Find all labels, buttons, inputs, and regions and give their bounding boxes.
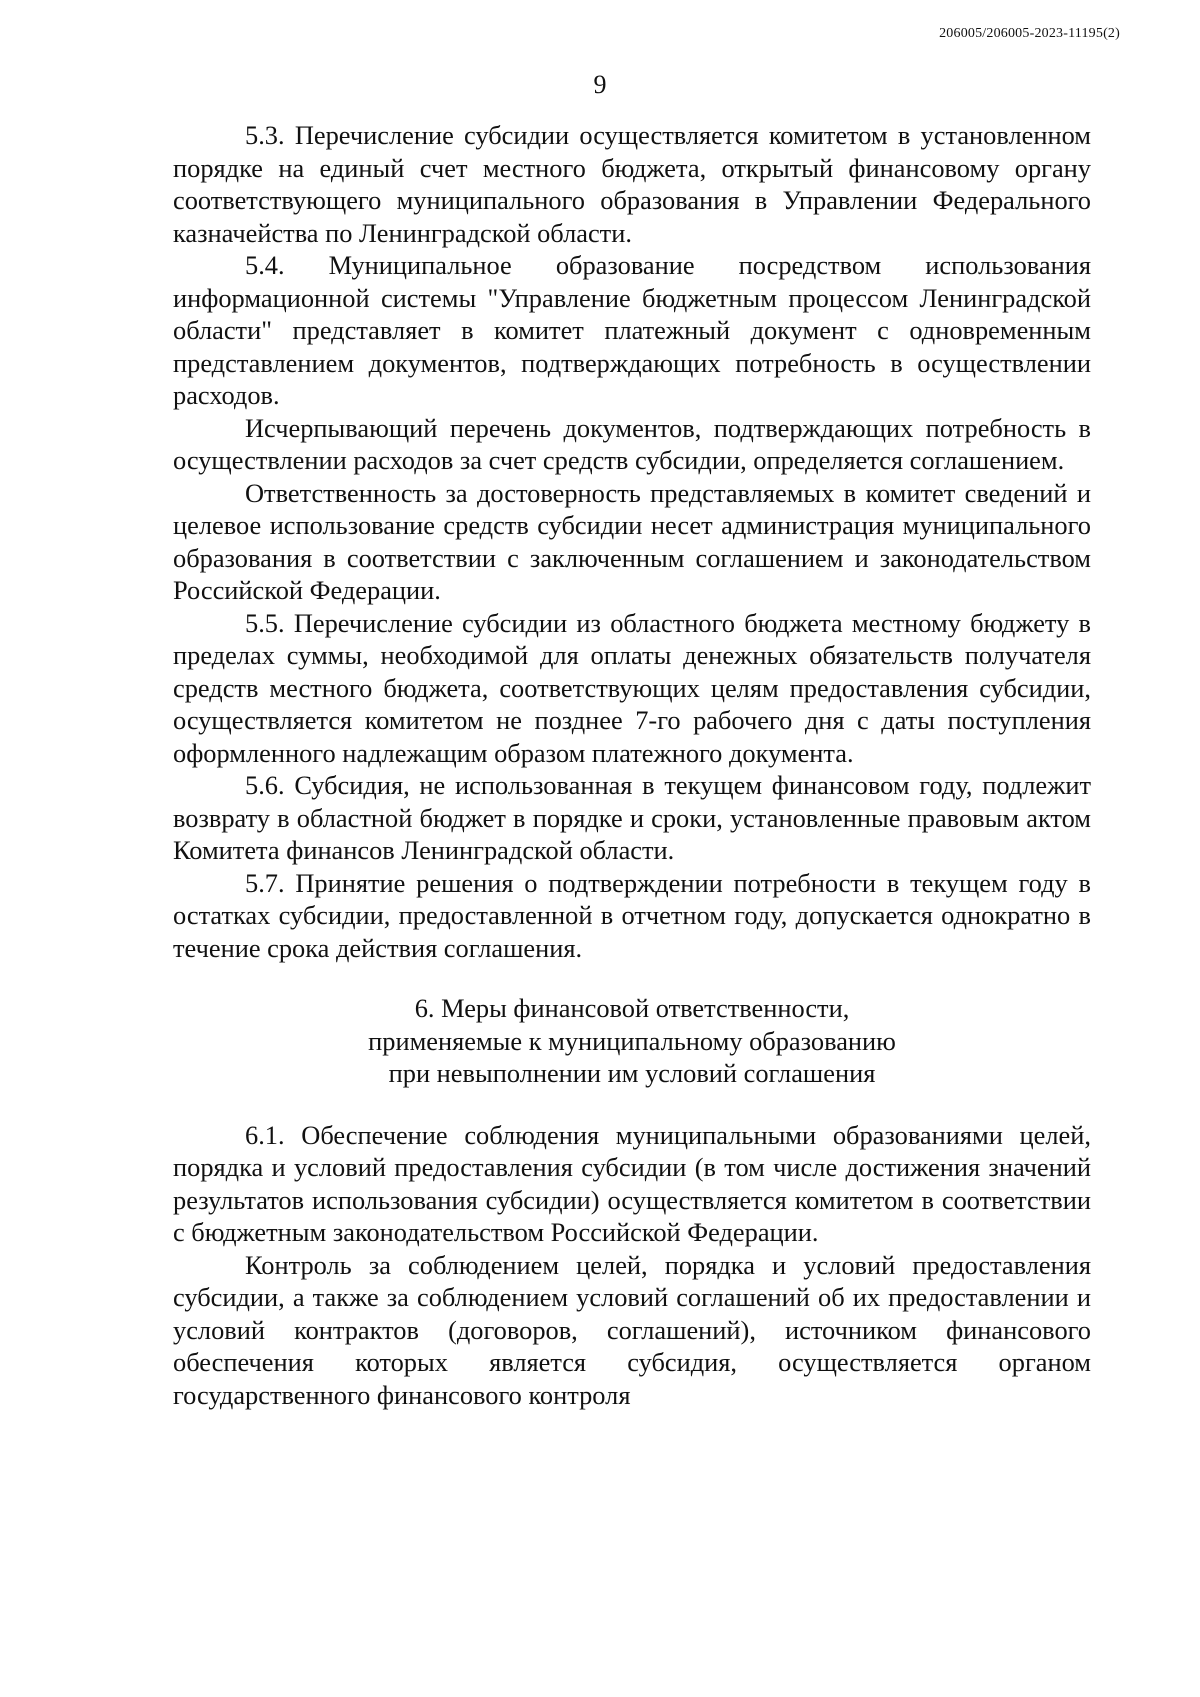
section-6-heading-line-3: при невыполнении им условий соглашения <box>388 1058 876 1088</box>
paragraph-5-3: 5.3. Перечисление субсидии осуществляется комитетом в установленном порядке на единый счет местного бюджета, открытый финансовому органу соответствующего муниципального образования в Управлении Федерального казначейства по Ленинградской области. <box>173 120 1091 248</box>
section-6-heading-line-2: применяемые к муниципальному образованию <box>368 1025 896 1056</box>
paragraph-5-5: 5.5. Перечисление субсидии из областного бюджета местному бюджету в пределах суммы, необходимой для оплаты денежных обязательств получателя средств местного бюджета, соответствующих целям предоставления субсидии, осуществляется комитетом не позднее 7-го рабочего дня с даты поступления оформленного надлежащим образом платежного документа. <box>173 607 1091 768</box>
paragraph-5-4-documents-list: Исчерпывающий перечень документов, подтверждающих потребность в осуществлении расходов за счет средств субсидии, определяется соглашением. <box>173 412 1091 475</box>
paragraph-6-1: 6.1. Обеспечение соблюдения муниципальными образованиями целей, порядка и условий предоставления субсидии (в том числе достижения значений результатов использования субсидии) осуществляется комитетом в соответствии с бюджетным законодательством Российской Федерации. <box>173 1119 1091 1247</box>
paragraph-5-6: 5.6. Субсидия, не использованная в текущем финансовом году, подлежит возврату в областной бюджет в порядке и сроки, установленные правовым актом Комитета финансов Ленинградской области. <box>173 770 1091 865</box>
section-6-heading <box>173 992 1091 1090</box>
paragraph-5-4-responsibility: Ответственность за достоверность представляемых в комитет сведений и целевое использование средств субсидии несет администрация муниципального образования в соответствии с заключенным соглашением и законодательством Российской Федерации. <box>173 477 1091 605</box>
page-number: 9 <box>593 70 607 99</box>
section-6-heading-line-1: 6. Меры финансовой ответственности, <box>414 993 850 1023</box>
paragraph-6-1-control: Контроль за соблюдением целей, порядка и условий предоставления субсидии, а также за соблюдением условий соглашений об их предоставлении и условий контрактов (договоров, соглашений), источником финансового обеспечения которых является субсидия, осуществляется органом государственного финансового контроля <box>173 1249 1091 1410</box>
paragraph-5-4: 5.4. Муниципальное образование посредством использования информационной системы "Управление бюджетным процессом Ленинградской области" представляет в комитет платежный документ с одновременным представлением документов, подтверждающих потребность в осуществлении расходов. <box>173 250 1091 410</box>
document-body <box>173 119 1091 1411</box>
paragraph-5-7: 5.7. Принятие решения о подтверждении потребности в текущем году в остатках субсидии, предоставленной в отчетном году, допускается однократно в течение срока действия соглашения. <box>173 867 1091 963</box>
document-id: 206005/206005-2023-11195(2) <box>939 26 1120 41</box>
